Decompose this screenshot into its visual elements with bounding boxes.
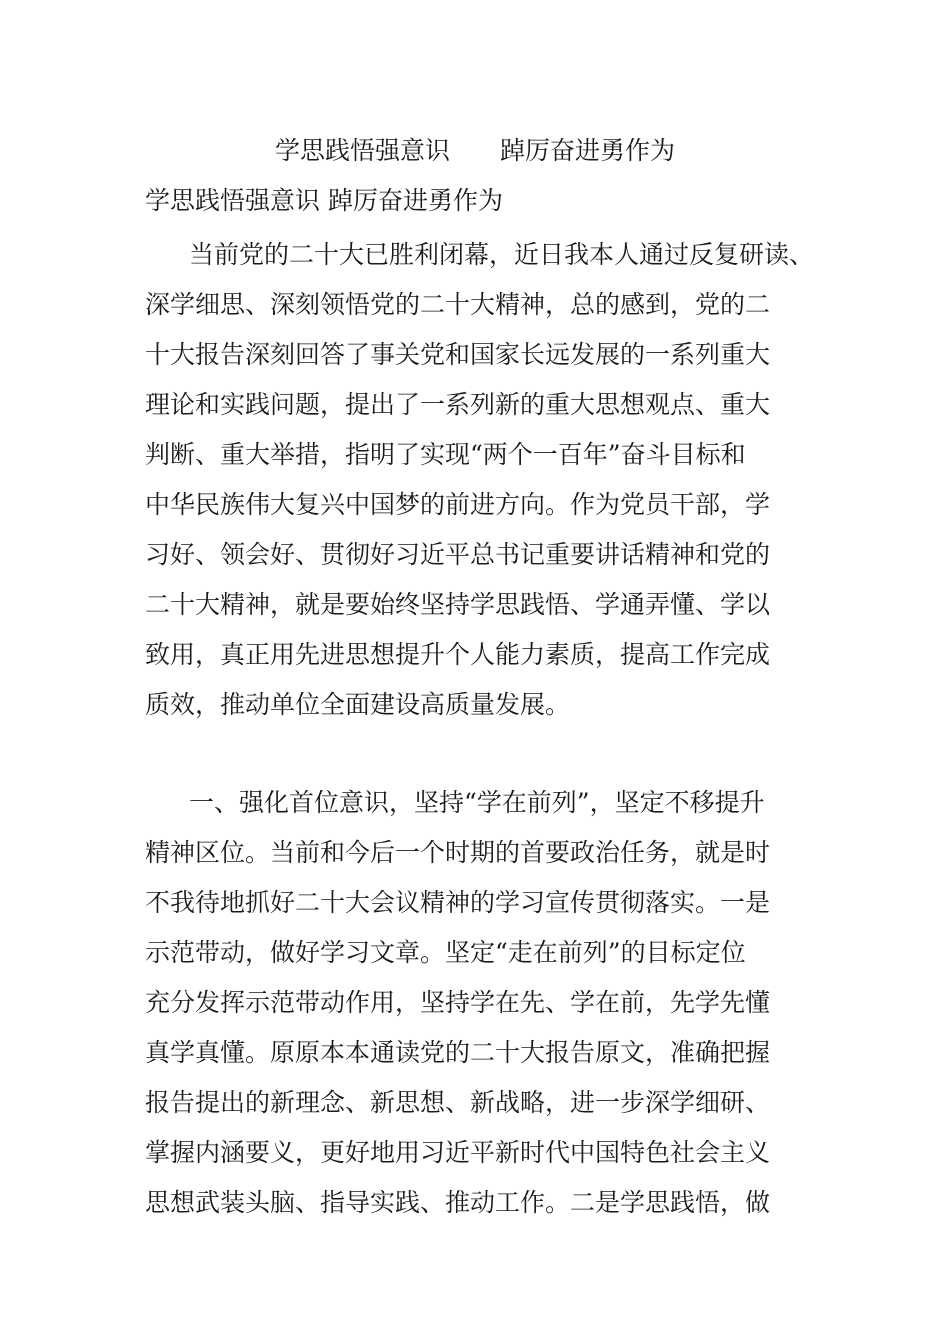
paragraph-line: 思想武装头脑、指导实践、推动工作。二是学思践悟，做 bbox=[145, 1188, 771, 1217]
paragraph-line: 示范带动，做好学习文章。坚定“走在前列”的目标定位 bbox=[145, 938, 746, 967]
paragraph-line: 精神区位。当前和今后一个时期的首要政治任务，就是时 bbox=[145, 838, 771, 867]
paragraph-line: 判断、重大举措，指明了实现“两个一百年”奋斗目标和 bbox=[145, 440, 746, 469]
paragraph-line: 掌握内涵要义，更好地用习近平新时代中国特色社会主义 bbox=[145, 1138, 771, 1167]
paragraph-line: 十大报告深刻回答了事关党和国家长远发展的一系列重大 bbox=[145, 340, 771, 369]
paragraph-line: 理论和实践问题，提出了一系列新的重大思想观点、重大 bbox=[145, 390, 771, 419]
paragraph-line: 当前党的二十大已胜利闭幕，近日我本人通过反复研读、 bbox=[189, 240, 815, 269]
paragraph-line: 中华民族伟大复兴中国梦的前进方向。作为党员干部，学 bbox=[145, 490, 771, 519]
paragraph-line: 二十大精神，就是要始终坚持学思践悟、学通弄懂、学以 bbox=[145, 590, 771, 619]
paragraph-intro bbox=[145, 230, 815, 730]
paragraph-section-one bbox=[145, 778, 815, 1228]
paragraph-line: 报告提出的新理念、新思想、新战略，进一步深学细研、 bbox=[145, 1088, 771, 1117]
paragraph-line: 真学真懂。原原本本通读党的二十大报告原文，准确把握 bbox=[145, 1038, 771, 1067]
paragraph-line: 不我待地抓好二十大会议精神的学习宣传贯彻落实。一是 bbox=[145, 888, 771, 917]
paragraph-line: 习好、领会好、贯彻好习近平总书记重要讲话精神和党的 bbox=[145, 540, 771, 569]
paragraph-line: 一、强化首位意识，坚持“学在前列”，坚定不移提升 bbox=[189, 788, 765, 817]
paragraph-line: 质效，推动单位全面建设高质量发展。 bbox=[145, 690, 571, 719]
paragraph-line: 深学细思、深刻领悟党的二十大精神，总的感到，党的二 bbox=[145, 290, 771, 319]
paragraph-line: 致用，真正用先进思想提升个人能力素质，提高工作完成 bbox=[145, 640, 771, 669]
document-subtitle: 学思践悟强意识 踔厉奋进勇作为 bbox=[145, 186, 503, 215]
document-title: 学思践悟强意识 踔厉奋进勇作为 bbox=[274, 136, 675, 165]
paragraph-line: 充分发挥示范带动作用，坚持学在先、学在前，先学先懂 bbox=[145, 988, 771, 1017]
